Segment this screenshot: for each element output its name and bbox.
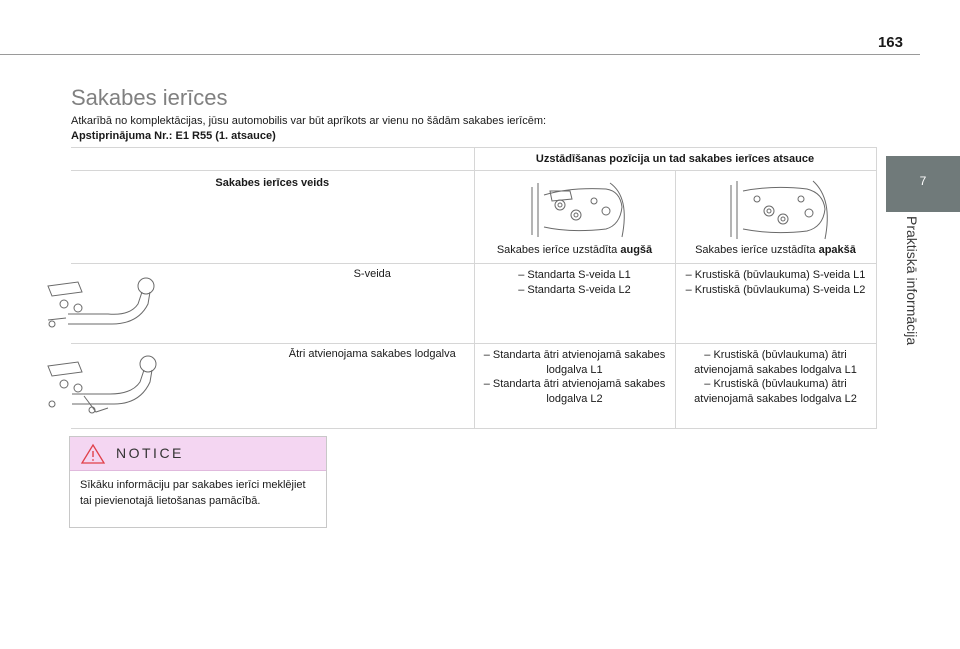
lower-mount-caption: Sakabes ierīce uzstādīta apakšā — [695, 244, 856, 256]
type-header: Sakabes ierīces veids — [71, 171, 474, 264]
position-header: Uzstādīšanas pozīcija un tad sakabes ierīces atsauce — [474, 148, 876, 171]
detachable-cell — [71, 344, 474, 429]
page-number: 163 — [877, 34, 903, 51]
notice-text: Sīkāku informāciju par sakabes ierīci meklējiet tai pievienotajā lietošanas pamācībā. — [80, 479, 306, 507]
s-type-lower-cell — [675, 264, 876, 344]
detachable-hitch-illustration — [38, 352, 168, 418]
table-row — [71, 264, 876, 344]
section-title: Sakabes ierīces — [71, 85, 228, 110]
list-item: – Krustiskā (būvlaukuma) S-veida L1 — [685, 269, 866, 281]
header-rule — [0, 54, 920, 55]
chapter-title-vertical — [904, 216, 924, 346]
notice-label: NOTICE — [116, 445, 184, 461]
chapter-tab[interactable] — [886, 156, 960, 212]
table-row — [71, 344, 876, 429]
approval-text: Apstiprinājuma Nr.: E1 R55 (1. atsauce) — [71, 130, 276, 142]
list-item: – Standarta S-veida L2 — [518, 283, 631, 296]
lower-mount-cell — [675, 171, 876, 264]
warning-triangle-icon — [80, 443, 106, 465]
s-type-upper-cell — [474, 264, 675, 344]
upper-mount-cell — [474, 171, 675, 264]
list-item: – Standarta ātri atvienojamā sakabes lodgalva L1 — [483, 349, 666, 376]
detachable-upper-cell — [474, 344, 675, 429]
list-item: – Krustiskā (būvlaukuma) ātri atvienojamā sakabes lodgalva L1 — [694, 349, 857, 376]
list-item: – Krustiskā (būvlaukuma) S-veida L2 — [685, 283, 866, 296]
chapter-number: 7 — [919, 174, 927, 188]
notice-box — [69, 436, 327, 528]
s-type-cell — [71, 264, 474, 344]
s-type-hitch-illustration — [38, 274, 168, 338]
s-type-label: S-veida — [353, 268, 391, 280]
detachable-lower-cell — [675, 344, 876, 429]
intro-text: Atkarībā no komplektācijas, jūsu automobilis var būt aprīkots ar vienu no šādām sakabes ierīcēm: — [71, 115, 547, 127]
notice-header — [70, 437, 326, 471]
towbar-table — [71, 147, 877, 429]
chapter-title: Praktiskā informācija — [904, 216, 920, 346]
upper-mount-caption: Sakabes ierīce uzstādīta augšā — [496, 244, 653, 256]
lower-mount-illustration — [711, 177, 841, 241]
upper-mount-illustration — [510, 177, 640, 241]
list-item: – Standarta ātri atvienojamā sakabes lodgalva L2 — [483, 378, 666, 405]
table-corner — [71, 148, 474, 171]
detachable-label: Ātri atvienojama sakabes lodgalva — [288, 348, 456, 360]
list-item: – Standarta S-veida L1 — [518, 269, 631, 281]
list-item: – Krustiskā (būvlaukuma) ātri atvienojamā sakabes lodgalva L2 — [694, 378, 857, 405]
